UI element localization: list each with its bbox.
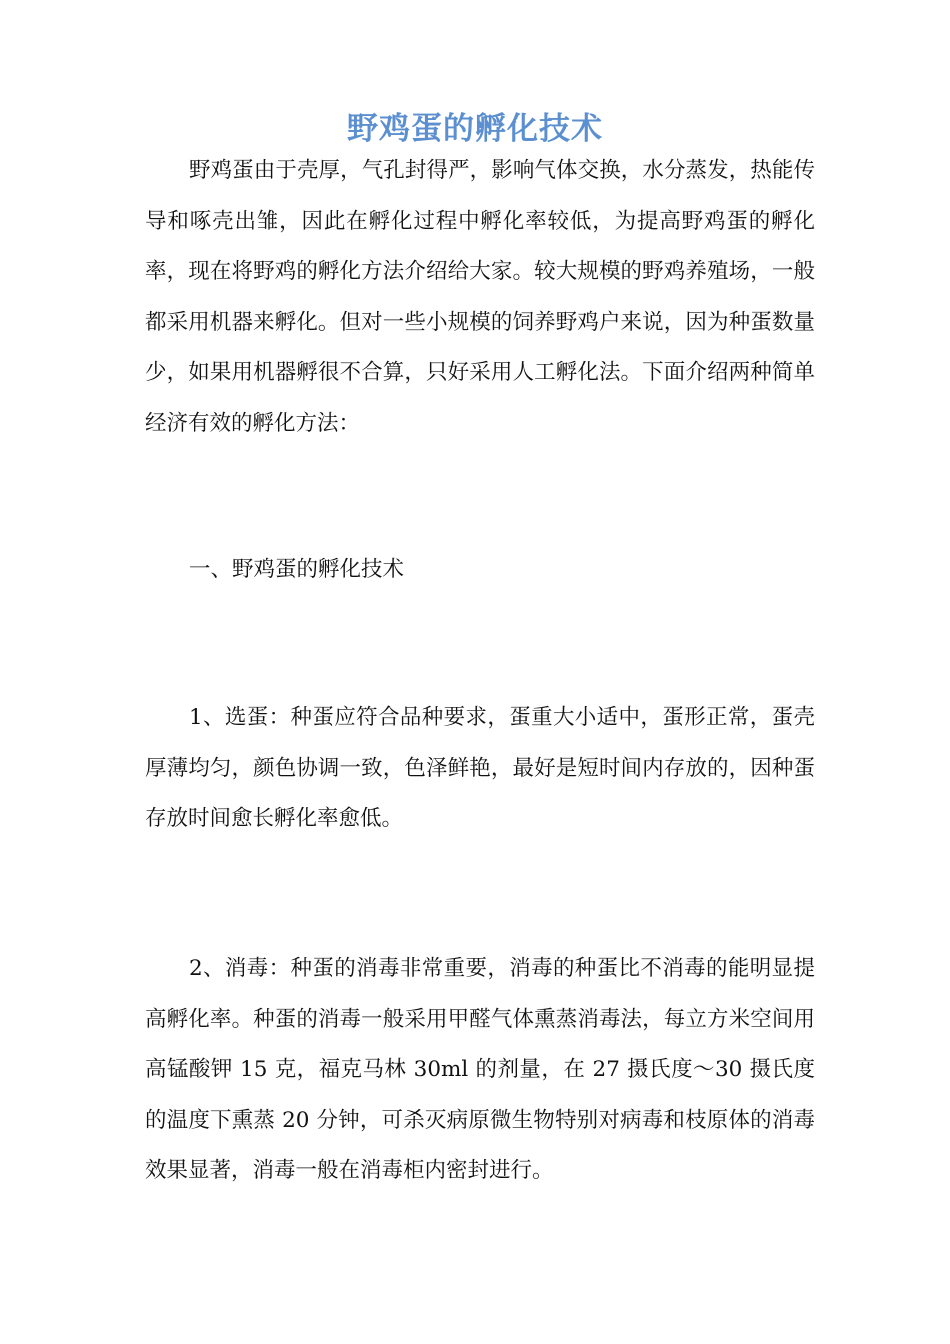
section-heading: 一、野鸡蛋的孵化技术 [189,557,405,582]
step-disinfect-paragraph: 2、消毒：种蛋的消毒非常重要，消毒的种蛋比不消毒的能明显提高孵化率。种蛋的消毒一般采用甲醛气体熏蒸消毒法，每立方米空间用高锰酸钾 15 克，福克马林 30ml 的剂量，在 27 摄氏度～30 摄氏度的温度下熏蒸 20 分钟，可杀灭病原微生物特别对病毒和枝原体的消毒效果显著，消毒一般在消毒柜内密封进行。 [145,956,815,1183]
step-select-eggs-paragraph: 1、选蛋：种蛋应符合品种要求，蛋重大小适中，蛋形正常，蛋壳厚薄均匀，颜色协调一致，色泽鲜艳，最好是短时间内存放的，因种蛋存放时间愈长孵化率愈低。 [145,705,815,831]
intro-paragraph: 野鸡蛋由于壳厚，气孔封得严，影响气体交换，水分蒸发，热能传导和啄壳出雏，因此在孵化过程中孵化率较低，为提高野鸡蛋的孵化率，现在将野鸡的孵化方法介绍给大家。较大规模的野鸡养殖场，一般都采用机器来孵化。但对一些小规模的饲养野鸡户来说，因为种蛋数量少，如果用机器孵很不合算，只好采用人工孵化法。下面介绍两种简单经济有效的孵化方法： [145,158,815,436]
document-title: 野鸡蛋的孵化技术 [347,110,603,147]
